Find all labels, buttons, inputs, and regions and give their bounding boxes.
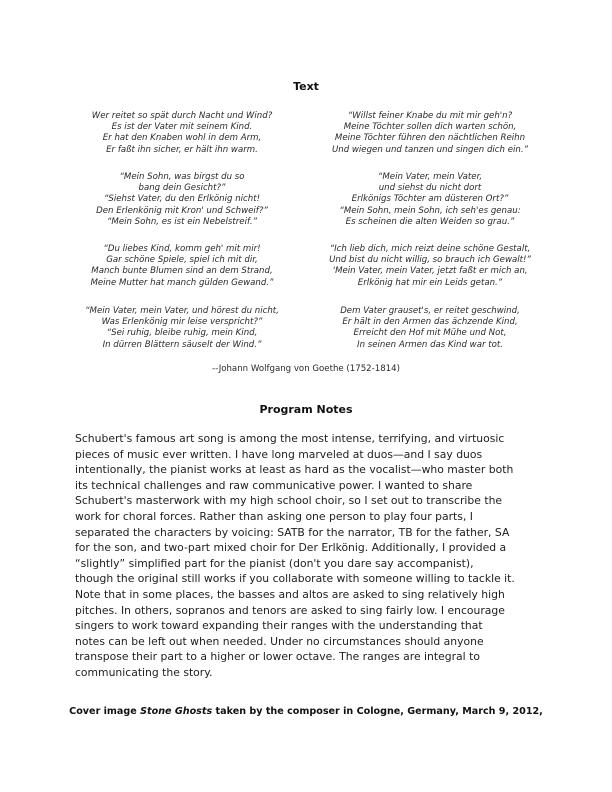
poem-line: Was Erlenkönig mir leise verspricht?” — [101, 317, 263, 328]
notes-line: Note that in some places, the basses and altos are asked to sing relatively high — [75, 588, 505, 601]
program-notes-heading: Program Notes — [259, 403, 353, 416]
notes-line: though the original still works if you collaborate with someone willing to tackle it. — [75, 572, 515, 586]
poem-stanza-right-2 — [310, 172, 550, 228]
poem-line: “Mein Vater, mein Vater, — [377, 172, 483, 182]
notes-line: notes can be left out when needed. Under no circumstances should anyone — [75, 634, 484, 648]
poem-line: Er hält in den Armen das ächzende Kind, — [342, 317, 518, 328]
poem-stanza-left-3 — [62, 244, 302, 289]
poem-line: Gar schöne Spiele, spiel ich mit dir, — [106, 255, 258, 266]
poem-line: Den Erlenkönig mit Kron' und Schweif?” — [96, 205, 268, 216]
poem-line: Er hat den Knaben wohl in dem Arm, — [102, 133, 262, 144]
poem-line: Meine Töchter führen den nächtlichen Reihn — [334, 133, 526, 144]
poem-stanza-left-4 — [62, 306, 302, 351]
poem-line: Und bist du nicht willig, so brauch ich Gewalt!” — [329, 255, 531, 266]
poem-line: “Siehst Vater, du den Erlkönig nicht! — [103, 194, 261, 205]
poem-stanza-left-1 — [62, 111, 302, 156]
poem-line: Wer reitet so spät durch Nacht und Wind? — [91, 111, 273, 121]
cover-credit-prefix: Cover image — [69, 706, 141, 717]
program-notes-paragraph-1 — [75, 431, 555, 587]
notes-line: transpose their part to a higher or lower octave. The ranges are integral to — [75, 650, 480, 664]
poem-stanza-right-1 — [310, 111, 550, 156]
poem-line: Erlkönig hat mir ein Leids getan.” — [357, 277, 503, 288]
notes-line: its technical challenges and raw communicative power. I wanted to share — [75, 478, 473, 492]
notes-line: for the son, and two-part mixed choir for Der Erlkönig. Additionally, I provided a — [75, 541, 507, 555]
poem-line: und siehst du nicht dort — [378, 183, 482, 194]
notes-line: Schubert's masterwork with my high school choir, so I set out to transcribe the — [75, 494, 503, 508]
notes-line: separated the characters by voicing: SATB for the narrator, TB for the father, SA — [75, 525, 510, 539]
poem-line: “Mein Sohn, es ist ein Nebelstreif.” — [106, 216, 258, 227]
poem-line: Erlkönigs Töchter am düsteren Ort?” — [351, 194, 509, 205]
poem-line: Und wiegen und tanzen und singen dich ein.” — [331, 144, 529, 155]
poem-line: Manch bunte Blumen sind an dem Strand, — [91, 266, 273, 277]
poem-attribution: --Johann Wolfgang von Goethe (1752-1814) — [212, 364, 400, 374]
cover-credit-title: Stone Ghosts — [140, 706, 213, 717]
cover-image-credit — [0, 706, 612, 717]
poem-line: “Ich lieb dich, mich reizt deine schöne Gestalt, — [329, 244, 531, 254]
poem-line: Meine Töchter sollen dich warten schön, — [343, 122, 517, 133]
notes-line: intentionally, the pianist works at least as hard as the vocalist—who master both — [75, 463, 514, 477]
poem-stanza-right-3 — [310, 244, 550, 289]
poem-line: “Mein Sohn, was birgst du so — [119, 172, 245, 182]
poem-stanza-right-4 — [310, 306, 550, 351]
poem-line: Meine Mutter hat manch gülden Gewand.” — [90, 277, 274, 288]
poem-line: “Mein Sohn, mein Sohn, ich seh'es genau: — [339, 205, 521, 216]
notes-line: communicating the story. — [75, 665, 213, 679]
poem-line: In seinen Armen das Kind war tot. — [357, 339, 503, 350]
poem-line: Dem Vater grauset's, er reitet geschwind, — [340, 306, 520, 316]
poem-line: Erreicht den Hof mit Mühe und Not, — [353, 328, 507, 339]
cover-credit-suffix: taken by the composer in Cologne, Germany, March 9, 2012, — [212, 706, 543, 717]
poem-stanza-left-2 — [62, 172, 302, 228]
notes-line: work for choral forces. Rather than asking one person to play four parts, I — [75, 509, 473, 523]
poem-line: Es scheinen die alten Weiden so grau.” — [345, 216, 515, 227]
program-notes-paragraph-2 — [75, 587, 555, 681]
poem-line: In dürren Blättern säuselt der Wind.” — [102, 339, 262, 350]
poem-line: “Mein Vater, mein Vater, und hörest du nicht, — [85, 306, 279, 316]
notes-line: “slightly” simplified part for the pianist (don't you dare say accompanist), — [75, 556, 474, 570]
notes-line: pitches. In others, sopranos and tenors are asked to sing fairly low. I encourage — [75, 603, 505, 617]
text-section-heading: Text — [293, 80, 319, 93]
poem-line: “Du liebes Kind, komm geh' mit mir! — [103, 244, 261, 254]
poem-line: “Sei ruhig, bleibe ruhig, mein Kind, — [106, 328, 258, 339]
poem-line: ‘Mein Vater, mein Vater, jetzt faßt er mich an, — [332, 266, 528, 277]
notes-line: pieces of music ever written. I have long marveled at duos—and I say duos — [75, 447, 483, 461]
poem-line: bang dein Gesicht?” — [138, 183, 226, 194]
poem-line: “Willst feiner Knabe du mit mir geh'n? — [347, 111, 513, 121]
notes-line: Schubert's famous art song is among the most intense, terrifying, and virtuosic — [75, 432, 505, 445]
poem-line: Er faßt ihn sicher, er hält ihn warm. — [106, 144, 258, 155]
notes-line: singers to work toward expanding their ranges with the understanding that — [75, 619, 483, 633]
poem-line: Es ist der Vater mit seinem Kind. — [111, 122, 253, 133]
